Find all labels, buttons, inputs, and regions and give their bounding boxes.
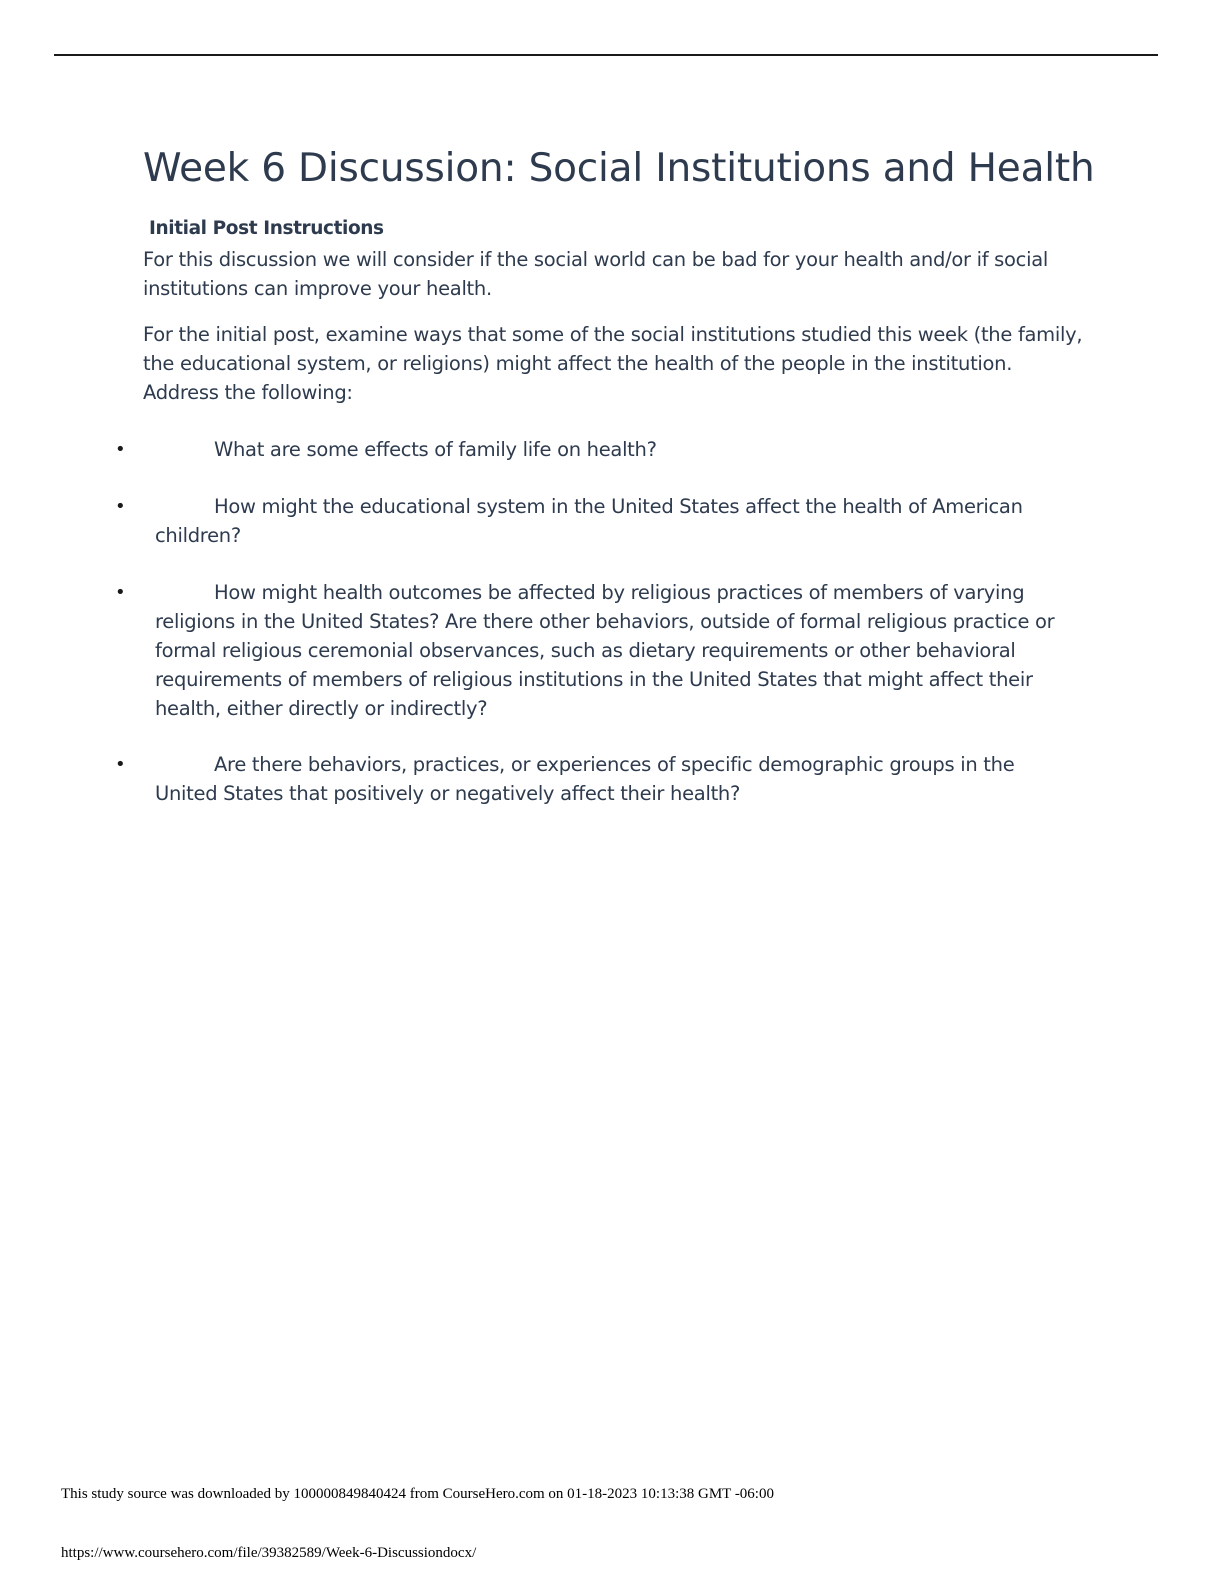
bullet-icon: • (115, 754, 126, 775)
top-horizontal-rule (54, 54, 1158, 56)
download-source-note: This study source was downloaded by 100000849840424 from CourseHero.com on 01-18-2023 10:13:38 GMT -06:00 (61, 1486, 774, 1502)
bullet-icon: • (115, 582, 126, 603)
list-item (115, 578, 1075, 723)
list-item (115, 435, 1075, 464)
list-item (115, 750, 1075, 808)
bullet-icon: • (115, 496, 126, 517)
list-item-text: Are there behaviors, practices, or experiences of specific demographic groups in the United States that positively or negatively affect their health? (155, 753, 1015, 805)
list-item-text: How might the educational system in the United States affect the health of American children? (155, 495, 1023, 547)
list-item-text: What are some effects of family life on health? (214, 438, 657, 461)
list-item-text: How might health outcomes be affected by religious practices of members of varying religions in the United States? Are there other behaviors, outside of formal religious practice or formal religious ceremonial observances, such as dietary requirements or other behavioral requirements of members of religious institutions in the United States that might affect their health, either directly or indirectly? (155, 581, 1055, 720)
bullet-icon: • (115, 439, 126, 460)
source-url[interactable]: https://www.coursehero.com/file/39382589/Week-6-Discussiondocx/ (61, 1545, 477, 1561)
instructions-paragraph: For the initial post, examine ways that some of the social institutions studied this week (the family, the educational system, or religions) might affect the health of the people in the institution. Address the following: (143, 323, 1083, 404)
page-title: Week 6 Discussion: Social Institutions and Health (143, 146, 1095, 191)
list-item (115, 492, 1075, 550)
section-subheading: Initial Post Instructions (149, 218, 384, 239)
intro-paragraph: For this discussion we will consider if the social world can be bad for your health and/or if social institutions can improve your health. (143, 248, 1048, 300)
